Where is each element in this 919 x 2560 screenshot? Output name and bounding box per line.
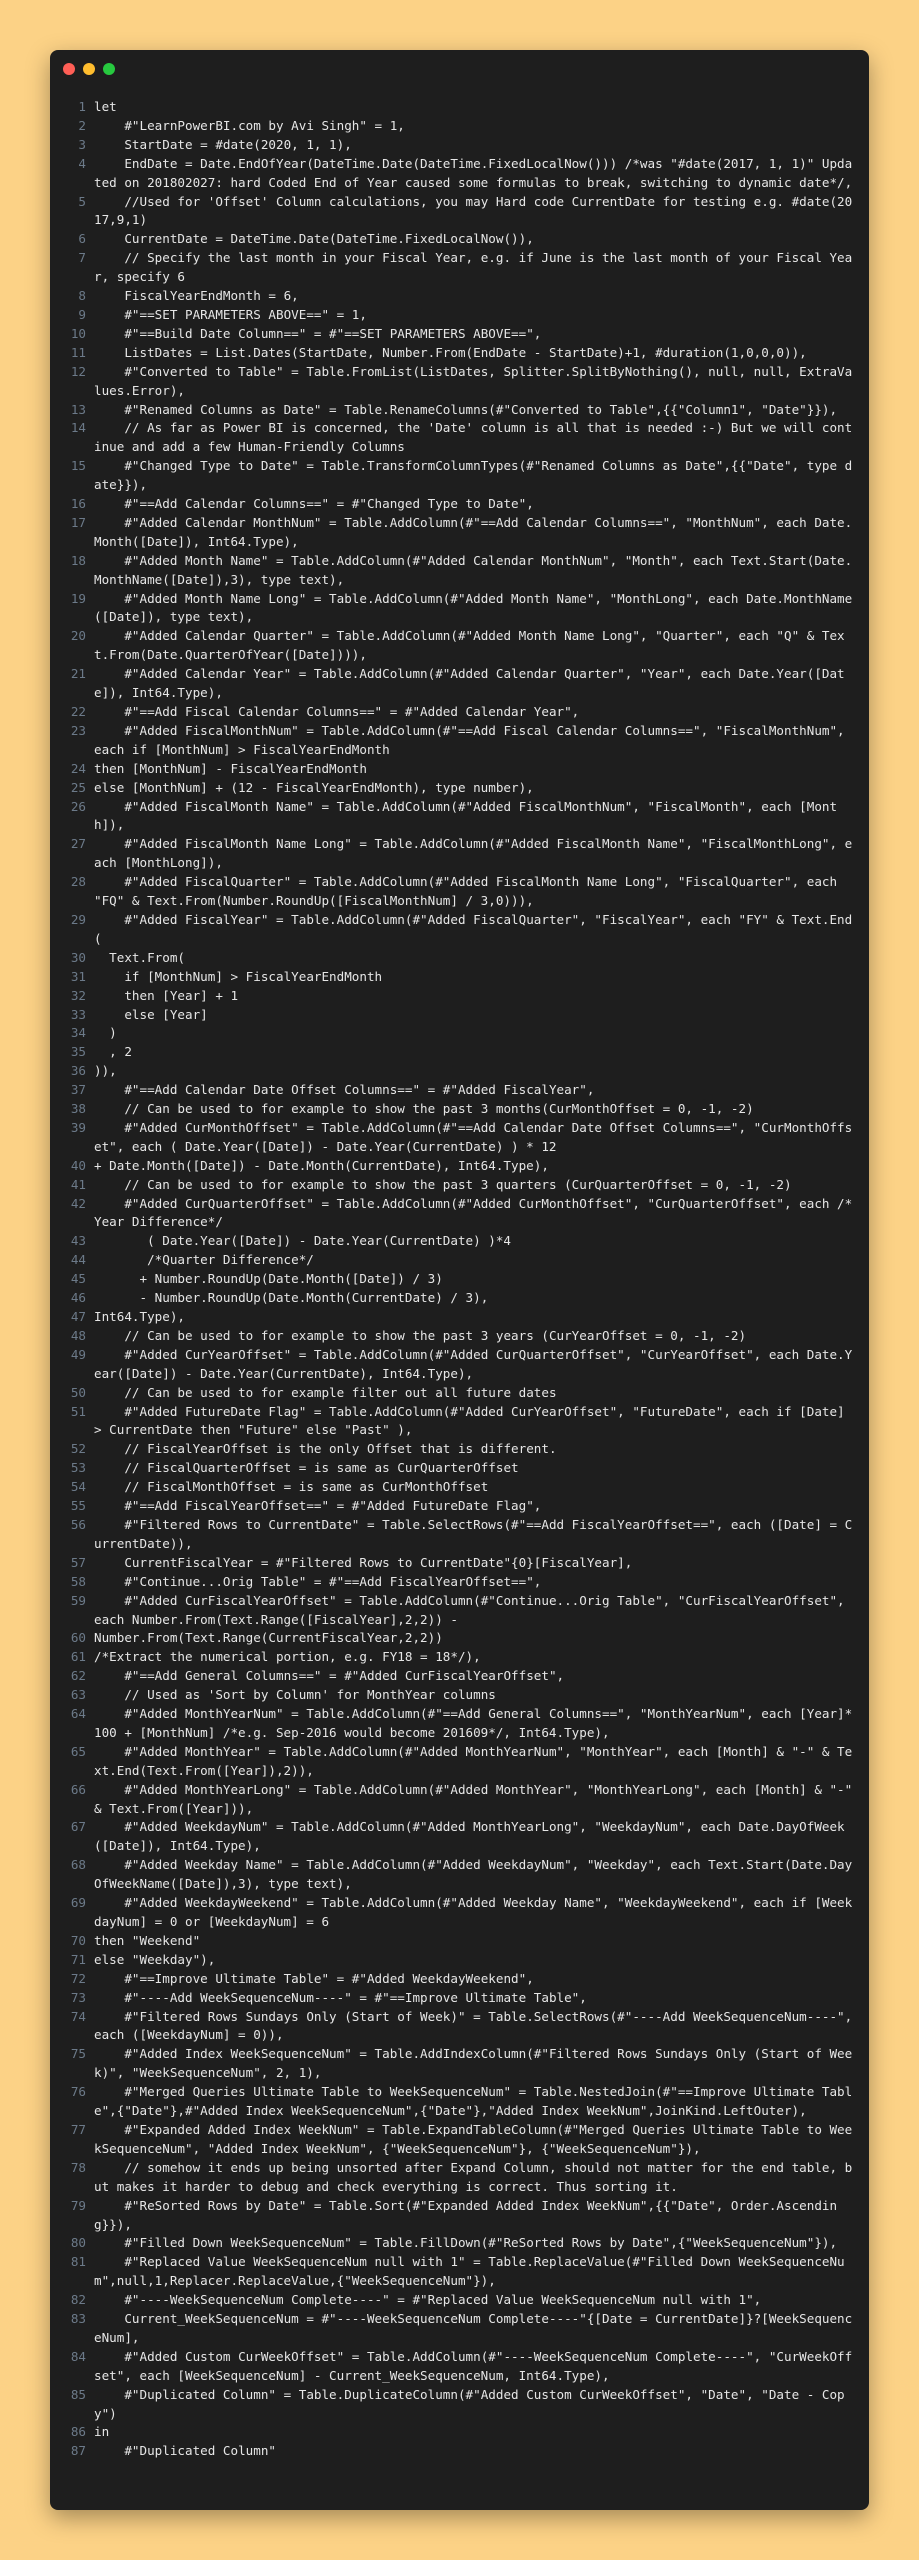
code-line (50, 2083, 857, 2121)
code-line (50, 2197, 857, 2235)
line-number: 23 (70, 722, 86, 738)
line-number: 6 (78, 231, 86, 247)
code-line (50, 1629, 857, 1648)
code-line (50, 590, 857, 628)
code-text: #"ReSorted Rows by Date" = Table.Sort(#"Expanded Added Index WeekNum",{{"Date", Order.Ascending}}), (94, 2197, 838, 2232)
code-line (50, 1989, 857, 2008)
code-line (50, 873, 857, 911)
code-text: #"----Add WeekSequenceNum----" = #"==Improve Ultimate Table", (94, 1989, 587, 2005)
line-number: 59 (70, 1592, 86, 1608)
code-line (50, 2423, 857, 2442)
code-text: #"Added Custom CurWeekOffset" = Table.AddColumn(#"----WeekSequenceNum Complete----", "CurWeekOffset", each [WeekSequenceNum] - Current_WeekSequenceNum, Int64.Type), (94, 2348, 853, 2383)
line-number: 22 (70, 704, 86, 719)
line-number: 72 (70, 1970, 86, 1986)
code-line (50, 798, 857, 836)
code-line (50, 1327, 857, 1346)
code-text: #"Filtered Rows to CurrentDate" = Table.SelectRows(#"==Add FiscalYearOffset==", each ([Date] = CurrentDate)), (94, 1516, 853, 1551)
code-text: let (94, 99, 117, 114)
line-number: 14 (70, 420, 86, 436)
code-text: #"Added MonthYearNum" = Table.AddColumn(#"==Add General Columns==", "MonthYearNum", each [Year]*100 + [MonthNum] /*e.g. Sep-2016 would become 201609*/, Int64.Type), (94, 1706, 853, 1740)
code-text: FiscalYearEndMonth = 6, (94, 288, 299, 304)
code-text: // Can be used to for example to show the past 3 months(CurMonthOffset = 0, -1, -2) (94, 1101, 754, 1117)
code-line (50, 249, 857, 287)
code-text: #"==Add FiscalYearOffset==" = #"Added FutureDate Flag", (94, 1498, 542, 1514)
code-line (50, 1894, 857, 1932)
line-number: 2 (78, 117, 86, 133)
line-number: 26 (70, 798, 86, 814)
code-line (50, 1100, 857, 1119)
code-line (50, 1176, 857, 1195)
code-line (50, 835, 857, 873)
line-number: 80 (70, 2235, 86, 2251)
code-line (50, 193, 857, 231)
code-text: #"==SET PARAMETERS ABOVE==" = 1, (94, 306, 367, 322)
code-line (50, 2442, 857, 2461)
code-text: Text.From( (94, 949, 185, 965)
code-line (50, 1081, 857, 1100)
line-number: 66 (70, 1781, 86, 1797)
line-number: 31 (70, 968, 86, 984)
code-line (50, 98, 857, 117)
code-text: #"Added Calendar Year" = Table.AddColumn(#"Added Calendar Quarter", "Year", each Date.Year([Date]), Int64.Type), (94, 666, 845, 701)
code-line (50, 1384, 857, 1403)
code-text: #"Added WeekdayNum" = Table.AddColumn(#"Added MonthYearLong", "WeekdayNum", each Date.DayOfWeek([Date]), Int64.Type), (94, 1819, 845, 1854)
code-text: #"Filtered Rows Sundays Only (Start of Week)" = Table.SelectRows(#"----Add WeekSequenceNum----", each ([WeekdayNum] = 0)), (94, 2008, 860, 2043)
line-number: 75 (70, 2046, 86, 2062)
code-line (50, 419, 857, 457)
line-number: 34 (70, 1025, 86, 1041)
line-number: 36 (70, 1063, 86, 1079)
code-line (50, 1648, 857, 1667)
line-number: 55 (70, 1498, 86, 1514)
line-number: 25 (70, 779, 86, 795)
code-text: else [MonthNum] + (12 - FiscalYearEndMonth), type number), (94, 779, 534, 795)
line-number: 57 (70, 1554, 86, 1570)
line-number: 73 (70, 1989, 86, 2005)
line-number: 64 (70, 1706, 86, 1722)
code-line (50, 987, 857, 1006)
code-text: // Can be used to for example to show the past 3 years (CurYearOffset = 0, -1, -2) (94, 1327, 747, 1343)
line-number: 60 (70, 1630, 86, 1646)
code-line (50, 1970, 857, 1989)
code-text: #"Continue...Orig Table" = #"==Add FiscalYearOffset==", (94, 1573, 542, 1589)
line-number: 63 (70, 1687, 86, 1703)
code-text: #"Added Index WeekSequenceNum" = Table.AddIndexColumn(#"Filtered Rows Sundays Only (Start of Week)", "WeekSequenceNum", 2, 1), (94, 2046, 853, 2081)
code-text: // somehow it ends up being unsorted after Expand Column, should not matter for the end table, but makes it harder to debug and check everything is correct. Thus sorting it. (94, 2159, 853, 2194)
code-text: // Specify the last month in your Fiscal Year, e.g. if June is the last month of your Fiscal Year, specify 6 (94, 250, 853, 285)
code-text: #"==Improve Ultimate Table" = #"Added WeekdayWeekend", (94, 1970, 534, 1986)
code-text: #"Added FiscalMonth Name" = Table.AddColumn(#"Added FiscalMonthNum", "FiscalMonth", each [Month]), (94, 798, 838, 833)
code-line (50, 306, 857, 325)
code-text: #"Merged Queries Ultimate Table to WeekSequenceNum" = Table.NestedJoin(#"==Improve Ultimate Table",{"Date"},#"Added Index WeekSequenceNum",{"Date"},"Added Index WeekNum",JoinKind.LeftOuter), (94, 2084, 853, 2119)
code-text: - Number.RoundUp(Date.Month(CurrentDate) / 3), (94, 1290, 489, 1306)
code-text: ) (94, 1025, 117, 1041)
line-number: 79 (70, 2197, 86, 2213)
code-text: #"Expanded Added Index WeekNum" = Table.ExpandTableColumn(#"Merged Queries Ultimate Table to WeekSequenceNum", "Added Index WeekNum", {"WeekSequenceNum"}, {"WeekSequenceNum"}), (94, 2121, 853, 2156)
line-number: 10 (70, 325, 86, 341)
code-line (50, 552, 857, 590)
maximize-dot-icon (103, 63, 115, 75)
code-line (50, 1062, 857, 1081)
code-line (50, 230, 857, 249)
code-text: EndDate = Date.EndOfYear(DateTime.Date(DateTime.FixedLocalNow())) /*was "#date(2017, 1, 1)" Updated on 201802027: hard Coded End of Year caused some formulas to break, switching to dynamic date*/, (94, 155, 853, 190)
code-line (50, 2234, 857, 2253)
code-text: #"==Add General Columns==" = #"Added CurFiscalYearOffset", (94, 1668, 565, 1684)
code-text: #"----WeekSequenceNum Complete----" = #"Replaced Value WeekSequenceNum null with 1", (94, 2292, 762, 2308)
line-number: 61 (70, 1649, 86, 1665)
code-line (50, 722, 857, 760)
code-line (50, 1308, 857, 1327)
line-number: 54 (70, 1479, 86, 1495)
line-number: 49 (70, 1346, 86, 1362)
code-text: #"Duplicated Column" = Table.DuplicateColumn(#"Added Custom CurWeekOffset", "Date", "Date - Copy") (94, 2386, 845, 2421)
code-line (50, 2310, 857, 2348)
line-number: 51 (70, 1403, 86, 1419)
line-number: 21 (70, 666, 86, 682)
code-text: + Number.RoundUp(Date.Month([Date]) / 3) (94, 1271, 443, 1287)
code-line (50, 2045, 857, 2083)
line-number: 9 (78, 306, 86, 322)
code-text: #"Added FiscalYear" = Table.AddColumn(#"Added FiscalQuarter", "FiscalYear", each "FY" & Text.End( (94, 911, 853, 946)
code-line (50, 968, 857, 987)
code-line (50, 1440, 857, 1459)
code-text: #"Added Month Name" = Table.AddColumn(#"Added Calendar MonthNum", "Month", each Text.Start(Date.MonthName([Date]),3), type text), (94, 552, 853, 587)
line-number: 12 (70, 363, 86, 379)
code-text: Int64.Type), (94, 1309, 185, 1324)
code-text: #"==Add Fiscal Calendar Columns==" = #"Added Calendar Year", (94, 704, 580, 719)
code-line (50, 1346, 857, 1384)
code-line (50, 287, 857, 306)
code-text: #"Added CurYearOffset" = Table.AddColumn(#"Added CurQuarterOffset", "CurYearOffset", each Date.Year([Date]) - Date.Year(CurrentDate), Int64.Type), (94, 1346, 853, 1381)
line-number: 47 (70, 1309, 86, 1324)
code-line (50, 401, 857, 420)
code-line (50, 1289, 857, 1308)
line-number: 67 (70, 1819, 86, 1835)
code-text: #"Added FutureDate Flag" = Table.AddColumn(#"Added CurYearOffset", "FutureDate", each if [Date] > CurrentDate then "Future" else "Past" ), (94, 1403, 853, 1438)
code-text: else [Year] (94, 1006, 208, 1022)
line-number: 83 (70, 2311, 86, 2327)
code-text: #"Duplicated Column" (94, 2443, 276, 2459)
code-text: // Used as 'Sort by Column' for MonthYear columns (94, 1687, 496, 1703)
line-number: 48 (70, 1327, 86, 1343)
code-text: else "Weekday"), (94, 1951, 216, 1967)
code-line (50, 1270, 857, 1289)
code-line (50, 1006, 857, 1025)
close-dot-icon (63, 63, 75, 75)
code-text: #"Replaced Value WeekSequenceNum null with 1" = Table.ReplaceValue(#"Filled Down WeekSequenceNum",null,1,Replacer.ReplaceValue,{"WeekSequenceNum"}), (94, 2254, 845, 2289)
code-line (50, 155, 857, 193)
code-text: #"==Build Date Column==" = #"==SET PARAMETERS ABOVE==", (94, 325, 542, 341)
line-number: 71 (70, 1951, 86, 1967)
code-text: #"Converted to Table" = Table.FromList(ListDates, Splitter.SplitByNothing(), null, null, ExtraValues.Error), (94, 363, 853, 398)
code-line (50, 1195, 857, 1233)
code-text: )), (94, 1063, 117, 1079)
line-number: 11 (70, 344, 86, 360)
line-number: 7 (78, 250, 86, 266)
code-text: // Can be used to for example filter out all future dates (94, 1384, 557, 1400)
code-line (50, 760, 857, 779)
line-number: 19 (70, 590, 86, 606)
code-text: #"Changed Type to Date" = Table.TransformColumnTypes(#"Renamed Columns as Date",{{"Date", type date}}), (94, 458, 853, 493)
code-line (50, 1818, 857, 1856)
line-number: 15 (70, 458, 86, 474)
code-text: #"Added FiscalMonth Name Long" = Table.AddColumn(#"Added FiscalMonth Name", "FiscalMonthLong", each [MonthLong]), (94, 836, 853, 871)
line-number: 69 (70, 1895, 86, 1911)
line-number: 24 (70, 760, 86, 776)
code-window (50, 50, 869, 2510)
code-line (50, 627, 857, 665)
code-line (50, 665, 857, 703)
line-number: 20 (70, 628, 86, 644)
line-number: 4 (78, 155, 86, 171)
code-line (50, 1686, 857, 1705)
code-line (50, 1119, 857, 1157)
line-number: 76 (70, 2084, 86, 2100)
code-text: #"LearnPowerBI.com by Avi Singh" = 1, (94, 117, 405, 133)
line-number: 27 (70, 836, 86, 852)
line-number: 81 (70, 2254, 86, 2270)
code-text: #"Added FiscalQuarter" = Table.AddColumn(#"Added FiscalMonth Name Long", "FiscalQuarter", each "FQ" & Text.From(Number.RoundUp([FiscalMonthNum] / 3,0))), (94, 874, 845, 909)
code-line (50, 1932, 857, 1951)
code-line (50, 1573, 857, 1592)
line-number: 44 (70, 1252, 86, 1268)
code-text: + Date.Month([Date]) - Date.Month(CurrentDate), Int64.Type), (94, 1157, 549, 1173)
line-number: 52 (70, 1441, 86, 1457)
code-text: // FiscalYearOffset is the only Offset that is different. (94, 1441, 557, 1457)
code-text: /*Extract the numerical portion, e.g. FY18 = 18*/), (94, 1649, 481, 1665)
code-text: then [Year] + 1 (94, 987, 239, 1003)
line-number: 46 (70, 1290, 86, 1306)
code-line (50, 1459, 857, 1478)
line-number: 16 (70, 496, 86, 512)
code-line (50, 117, 857, 136)
code-line (50, 1024, 857, 1043)
code-line (50, 514, 857, 552)
line-number: 43 (70, 1233, 86, 1249)
code-text: //Used for 'Offset' Column calculations, you may Hard code CurrentDate for testing e.g. #date(2017,9,1) (94, 193, 853, 228)
code-text: Number.From(Text.Range(CurrentFiscalYear,2,2)) (94, 1630, 443, 1646)
code-text: /*Quarter Difference*/ (94, 1252, 314, 1268)
code-text: // As far as Power BI is concerned, the 'Date' column is all that is needed :-) But we will continue and add a few Human-Friendly Columns (94, 420, 853, 455)
line-number: 56 (70, 1516, 86, 1532)
line-number: 74 (70, 2008, 86, 2024)
line-number: 78 (70, 2159, 86, 2175)
code-line (50, 2348, 857, 2386)
code-line (50, 911, 857, 949)
code-line (50, 1856, 857, 1894)
code-text: #"Added Calendar Quarter" = Table.AddColumn(#"Added Month Name Long", "Quarter", each "Q" & Text.From(Date.QuarterOfYear([Date]))), (94, 628, 845, 663)
line-number: 82 (70, 2292, 86, 2308)
line-number: 65 (70, 1743, 86, 1759)
code-line (50, 779, 857, 798)
line-number: 30 (70, 949, 86, 965)
line-number: 68 (70, 1857, 86, 1873)
line-number: 35 (70, 1044, 86, 1060)
code-text: Current_WeekSequenceNum = #"----WeekSequenceNum Complete----"{[Date = CurrentDate]}?[WeekSequenceNum], (94, 2311, 853, 2345)
line-number: 87 (70, 2443, 86, 2459)
line-number: 8 (78, 288, 86, 304)
code-line (50, 1403, 857, 1441)
line-number: 33 (70, 1006, 86, 1022)
minimize-dot-icon (83, 63, 95, 75)
code-line (50, 1667, 857, 1686)
code-line (50, 363, 857, 401)
code-text: #"Filled Down WeekSequenceNum" = Table.FillDown(#"ReSorted Rows by Date",{"WeekSequenceNum"}), (94, 2235, 838, 2251)
code-text: StartDate = #date(2020, 1, 1), (94, 136, 352, 152)
code-line (50, 1043, 857, 1062)
line-number: 1 (78, 99, 86, 114)
line-number: 5 (78, 193, 86, 209)
line-number: 3 (78, 136, 86, 152)
code-text: #"Added Calendar MonthNum" = Table.AddColumn(#"==Add Calendar Columns==", "MonthNum", each Date.Month([Date]), Int64.Type), (94, 514, 853, 549)
code-text: #"==Add Calendar Columns==" = #"Changed Type to Date", (94, 496, 534, 512)
line-number: 84 (70, 2348, 86, 2364)
code-line (50, 2121, 857, 2159)
code-text: #"Added MonthYearLong" = Table.AddColumn(#"Added MonthYear", "MonthYearLong", each [Month] & "-" & Text.From([Year])), (94, 1781, 860, 1816)
code-line (50, 1497, 857, 1516)
code-text: #"Renamed Columns as Date" = Table.RenameColumns(#"Converted to Table",{{"Column1", "Date"}}), (94, 401, 838, 417)
code-line (50, 2253, 857, 2291)
line-number: 17 (70, 514, 86, 530)
code-line (50, 1781, 860, 1819)
code-text: #"Added WeekdayWeekend" = Table.AddColumn(#"Added Weekday Name", "WeekdayWeekend", each if [WeekdayNum] = 0 or [WeekdayNum] = 6 (94, 1895, 853, 1929)
code-line (50, 2159, 857, 2197)
code-text: // FiscalMonthOffset = is same as CurMonthOffset (94, 1479, 489, 1495)
code-line (50, 1743, 857, 1781)
line-number: 28 (70, 874, 86, 890)
line-number: 45 (70, 1271, 86, 1287)
code-line (50, 1705, 857, 1743)
code-line (50, 325, 857, 344)
code-text: // FiscalQuarterOffset = is same as CurQuarterOffset (94, 1460, 519, 1476)
line-number: 42 (70, 1195, 86, 1211)
line-number: 29 (70, 911, 86, 927)
code-text: #"Added Weekday Name" = Table.AddColumn(#"Added WeekdayNum", "Weekday", each Text.Start(Date.DayOfWeekName([Date]),3), type text), (94, 1857, 853, 1892)
code-line (50, 344, 857, 363)
code-line (50, 1592, 857, 1630)
code-text: ( Date.Year([Date]) - Date.Year(CurrentDate) )*4 (94, 1233, 512, 1249)
code-text: #"Added CurFiscalYearOffset" = Table.AddColumn(#"Continue...Orig Table", "CurFiscalYearOffset", each Number.From(Text.Range([FiscalYear],2,2)) - (94, 1592, 853, 1627)
code-text: #"Added CurQuarterOffset" = Table.AddColumn(#"Added CurMonthOffset", "CurQuarterOffset", each /*Year Difference*/ (94, 1195, 853, 1230)
code-text: then [MonthNum] - FiscalYearEndMonth (94, 760, 367, 776)
code-line (50, 136, 857, 155)
code-line (50, 1516, 857, 1554)
line-number: 77 (70, 2121, 86, 2137)
code-text: in (94, 2424, 110, 2440)
line-number: 37 (70, 1082, 86, 1098)
code-line (50, 2386, 857, 2424)
code-text: #"==Add Calendar Date Offset Columns==" = #"Added FiscalYear", (94, 1082, 595, 1098)
line-number: 41 (70, 1176, 86, 1192)
line-number: 18 (70, 552, 86, 568)
code-text: #"Added Month Name Long" = Table.AddColumn(#"Added Month Name", "MonthLong", each Date.MonthName([Date]), type text), (94, 590, 853, 625)
line-number: 62 (70, 1668, 86, 1684)
code-text: , 2 (94, 1044, 132, 1060)
code-block (50, 88, 869, 2481)
line-number: 86 (70, 2424, 86, 2440)
line-number: 40 (70, 1157, 86, 1173)
code-text: CurrentFiscalYear = #"Filtered Rows to CurrentDate"{0}[FiscalYear], (94, 1554, 633, 1570)
code-line (50, 949, 857, 968)
line-number: 58 (70, 1573, 86, 1589)
code-text: #"Added FiscalMonthNum" = Table.AddColumn(#"==Add Fiscal Calendar Columns==", "FiscalMonthNum", each if [MonthNum] > FiscalYearEndMonth (94, 722, 853, 757)
code-text: CurrentDate = DateTime.Date(DateTime.FixedLocalNow()), (94, 231, 534, 247)
line-number: 50 (70, 1384, 86, 1400)
code-line (50, 703, 857, 722)
code-line (50, 1478, 857, 1497)
code-line (50, 1232, 857, 1251)
line-number: 53 (70, 1460, 86, 1476)
code-text: ListDates = List.Dates(StartDate, Number.From(EndDate - StartDate)+1, #duration(1,0,0,0)), (94, 344, 807, 360)
code-text: #"Added MonthYear" = Table.AddColumn(#"Added MonthYearNum", "MonthYear", each [Month] & "-" & Text.End(Text.From([Year]),2)), (94, 1743, 853, 1778)
code-line (50, 1554, 857, 1573)
code-line (50, 495, 857, 514)
code-text: #"Added CurMonthOffset" = Table.AddColumn(#"==Add Calendar Date Offset Columns==", "CurMonthOffset", each ( Date.Year([Date]) - Date.Year(CurrentDate) ) * 12 (94, 1119, 853, 1154)
code-line (50, 2291, 857, 2310)
line-number: 70 (70, 1932, 86, 1948)
code-line (50, 2008, 860, 2046)
line-number: 38 (70, 1101, 86, 1117)
code-text: if [MonthNum] > FiscalYearEndMonth (94, 968, 383, 984)
code-line (50, 1951, 857, 1970)
code-line (50, 1251, 857, 1270)
line-number: 85 (70, 2386, 86, 2402)
line-number: 13 (70, 401, 86, 417)
code-line (50, 1157, 857, 1176)
line-number: 32 (70, 987, 86, 1003)
code-line (50, 457, 857, 495)
code-text: // Can be used to for example to show the past 3 quarters (CurQuarterOffset = 0, -1, -2) (94, 1176, 792, 1192)
code-text: then "Weekend" (94, 1932, 201, 1948)
window-titlebar (50, 50, 869, 88)
line-number: 39 (70, 1119, 86, 1135)
